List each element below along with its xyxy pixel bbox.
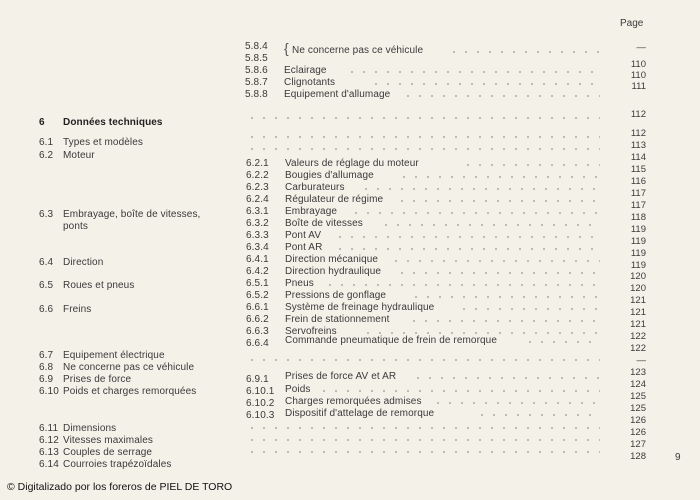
page-number: 116 xyxy=(630,176,646,187)
sub-title: Servofreins xyxy=(285,326,337,337)
sub-number: 6.10.3 xyxy=(246,410,275,421)
page-number: 123 xyxy=(630,367,646,378)
page-number: — xyxy=(636,42,646,53)
dot-leader xyxy=(246,117,600,119)
entry-number: 6.13 xyxy=(39,447,59,458)
sub-title: Prises de force AV et AR xyxy=(285,371,397,382)
entry-number: 6.4 xyxy=(39,257,54,268)
entry-title: Moteur xyxy=(63,150,95,161)
page-number: 119 xyxy=(630,260,646,271)
dot-leader xyxy=(246,136,600,138)
page-number: 128 xyxy=(630,451,646,462)
sub-number: 6.3.1 xyxy=(246,206,269,217)
entry-title: Freins xyxy=(63,304,92,315)
sub-number: 6.6.4 xyxy=(246,338,269,349)
dot-leader xyxy=(396,272,600,274)
page-number: 122 xyxy=(630,343,646,354)
page-number: 117 xyxy=(630,200,646,211)
brace-symbol: { xyxy=(284,40,289,56)
page-number: 126 xyxy=(630,415,646,426)
sub-title: Equipement d'allumage xyxy=(284,89,391,100)
sub-number: 6.9.1 xyxy=(246,374,269,385)
entry-title: Types et modèles xyxy=(63,137,143,148)
sub-title: Dispositif d'attelage de remorque xyxy=(285,408,435,419)
entry-number: 6.8 xyxy=(39,362,54,373)
page-number: 120 xyxy=(630,271,646,282)
dot-leader xyxy=(334,248,600,250)
entry-title: Dimensions xyxy=(63,423,117,434)
page-number: 124 xyxy=(630,379,646,390)
page-number: 122 xyxy=(630,331,646,342)
sub-title: Pont AV xyxy=(285,230,322,241)
sub-number: 6.10.1 xyxy=(246,386,275,397)
page-number: 119 xyxy=(630,236,646,247)
sub-number: 6.2.1 xyxy=(246,158,269,169)
dot-leader xyxy=(246,451,600,453)
page-number: 111 xyxy=(631,81,646,92)
page-number: 118 xyxy=(630,212,646,223)
dot-leader xyxy=(334,236,600,238)
page-column-header: Page xyxy=(620,18,644,29)
sub-title: Carburateurs xyxy=(285,182,345,193)
sub-title: Valeurs de réglage du moteur xyxy=(285,158,419,169)
dot-leader xyxy=(370,83,600,85)
dot-leader xyxy=(412,377,600,379)
entry-title: Embrayage, boîte de vitesses, xyxy=(63,209,201,220)
sub-number: 6.5.2 xyxy=(246,290,269,301)
entry-number: 6.14 xyxy=(39,459,59,470)
entry-number: 6.11 xyxy=(39,423,59,434)
page-number: 125 xyxy=(630,391,646,402)
entry-title: Roues et pneus xyxy=(63,280,135,291)
sub-title: Bougies d'allumage xyxy=(285,170,374,181)
entry-title: Ne concerne pas ce véhicule xyxy=(63,362,195,373)
sub-title: Direction hydraulique xyxy=(285,266,382,277)
sub-number: 6.3.2 xyxy=(246,218,269,229)
entry-title: Poids et charges remorquées xyxy=(63,386,197,397)
entry-number: 6.2 xyxy=(39,150,54,161)
entry-number: 6.5 xyxy=(39,280,54,291)
sub-title: Frein de stationnement xyxy=(285,314,390,325)
dot-leader xyxy=(318,390,600,392)
page-number: 110 xyxy=(630,70,646,81)
page-number: — xyxy=(636,355,646,366)
sub-title: Pont AR xyxy=(285,242,323,253)
footer-credit: © Digitalizado por los foreros de PIEL DE TORO xyxy=(7,481,233,493)
entry-title: Equipement électrique xyxy=(63,350,165,361)
sub-number: 6.2.3 xyxy=(246,182,269,193)
dot-leader xyxy=(246,427,600,429)
sub-number: 5.8.7 xyxy=(245,77,268,88)
dot-leader xyxy=(324,284,600,286)
sub-title: Commande pneumatique de frein de remorque xyxy=(285,335,498,346)
dot-leader xyxy=(524,341,600,343)
page-number: 119 xyxy=(630,248,646,259)
sub-title: Clignotants xyxy=(284,77,336,88)
entry-title: Courroies trapézoïdales xyxy=(63,459,172,470)
page-number: 121 xyxy=(630,307,646,318)
page-number: 112 xyxy=(630,128,646,139)
dot-leader xyxy=(462,164,600,166)
sub-title: Pressions de gonflage xyxy=(285,290,387,301)
page-number: 112 xyxy=(630,109,646,120)
entry-number: 6.6 xyxy=(39,304,54,315)
sub-number: 5.8.8 xyxy=(245,89,268,100)
dot-leader xyxy=(408,320,600,322)
dot-leader xyxy=(350,212,600,214)
sub-number: 5.8.4 xyxy=(245,41,268,52)
sub-number: 6.4.2 xyxy=(246,266,269,277)
entry-title: Couples de serrage xyxy=(63,447,153,458)
sub-title: Poids xyxy=(285,384,311,395)
sub-title: Eclairage xyxy=(284,65,327,76)
page-number: 125 xyxy=(630,403,646,414)
page-number: 121 xyxy=(630,295,646,306)
dot-leader xyxy=(458,308,600,310)
dot-leader xyxy=(398,176,600,178)
dot-leader xyxy=(246,148,600,150)
dot-leader xyxy=(246,359,600,361)
section-number: 6 xyxy=(39,117,45,128)
dot-leader xyxy=(246,439,600,441)
sub-title: Direction mécanique xyxy=(285,254,379,265)
entry-number: 6.1 xyxy=(39,137,54,148)
sub-number: 6.6.2 xyxy=(246,314,269,325)
entry-number: 6.7 xyxy=(39,350,54,361)
entry-title: Prises de force xyxy=(63,374,132,385)
sub-number: 6.3.3 xyxy=(246,230,269,241)
sub-number: 6.6.1 xyxy=(246,302,269,313)
dot-leader xyxy=(362,332,600,334)
sub-number: 6.10.2 xyxy=(246,398,275,409)
dot-leader xyxy=(360,188,600,190)
page-number: 114 xyxy=(630,152,646,163)
page-number: 117 xyxy=(630,188,646,199)
page-folio: 9 xyxy=(675,452,681,463)
section-title: Données techniques xyxy=(63,117,163,128)
page-number: 126 xyxy=(630,427,646,438)
page-number: 119 xyxy=(630,224,646,235)
sub-number: 6.2.2 xyxy=(246,170,269,181)
sub-number: 6.2.4 xyxy=(246,194,269,205)
dot-leader xyxy=(402,95,600,97)
sub-number: 6.3.4 xyxy=(246,242,269,253)
sub-number: 6.4.1 xyxy=(246,254,269,265)
dot-leader xyxy=(476,414,600,416)
dot-leader xyxy=(346,71,600,73)
page-number: 127 xyxy=(630,439,646,450)
entry-number: 6.12 xyxy=(39,435,59,446)
page-number: 120 xyxy=(630,283,646,294)
dot-leader xyxy=(380,224,600,226)
entry-title: Direction xyxy=(63,257,104,268)
page-number: 115 xyxy=(630,164,646,175)
page-number: 121 xyxy=(630,319,646,330)
dot-leader xyxy=(396,200,600,202)
page-number: 110 xyxy=(630,59,646,70)
sub-number: 6.5.1 xyxy=(246,278,269,289)
dot-leader xyxy=(432,402,600,404)
sub-number: 5.8.6 xyxy=(245,65,268,76)
entry-number: 6.3 xyxy=(39,209,54,220)
sub-title: Charges remorquées admises xyxy=(285,396,422,407)
sub-title: Pneus xyxy=(285,278,314,289)
entry-number: 6.9 xyxy=(39,374,54,385)
sub-title: Ne concerne pas ce véhicule xyxy=(292,45,424,56)
dot-leader xyxy=(390,260,600,262)
sub-title: Système de freinage hydraulique xyxy=(285,302,435,313)
entry-title-cont: ponts xyxy=(63,221,88,232)
entry-title: Vitesses maximales xyxy=(63,435,153,446)
entry-number: 6.10 xyxy=(39,386,59,397)
sub-title: Boîte de vitesses xyxy=(285,218,363,229)
sub-number: 6.6.3 xyxy=(246,326,269,337)
dot-leader xyxy=(448,51,600,53)
sub-number: 5.8.5 xyxy=(245,53,268,64)
sub-title: Embrayage xyxy=(285,206,338,217)
sub-title: Régulateur de régime xyxy=(285,194,384,205)
page-number: 113 xyxy=(630,140,646,151)
dot-leader xyxy=(410,296,600,298)
